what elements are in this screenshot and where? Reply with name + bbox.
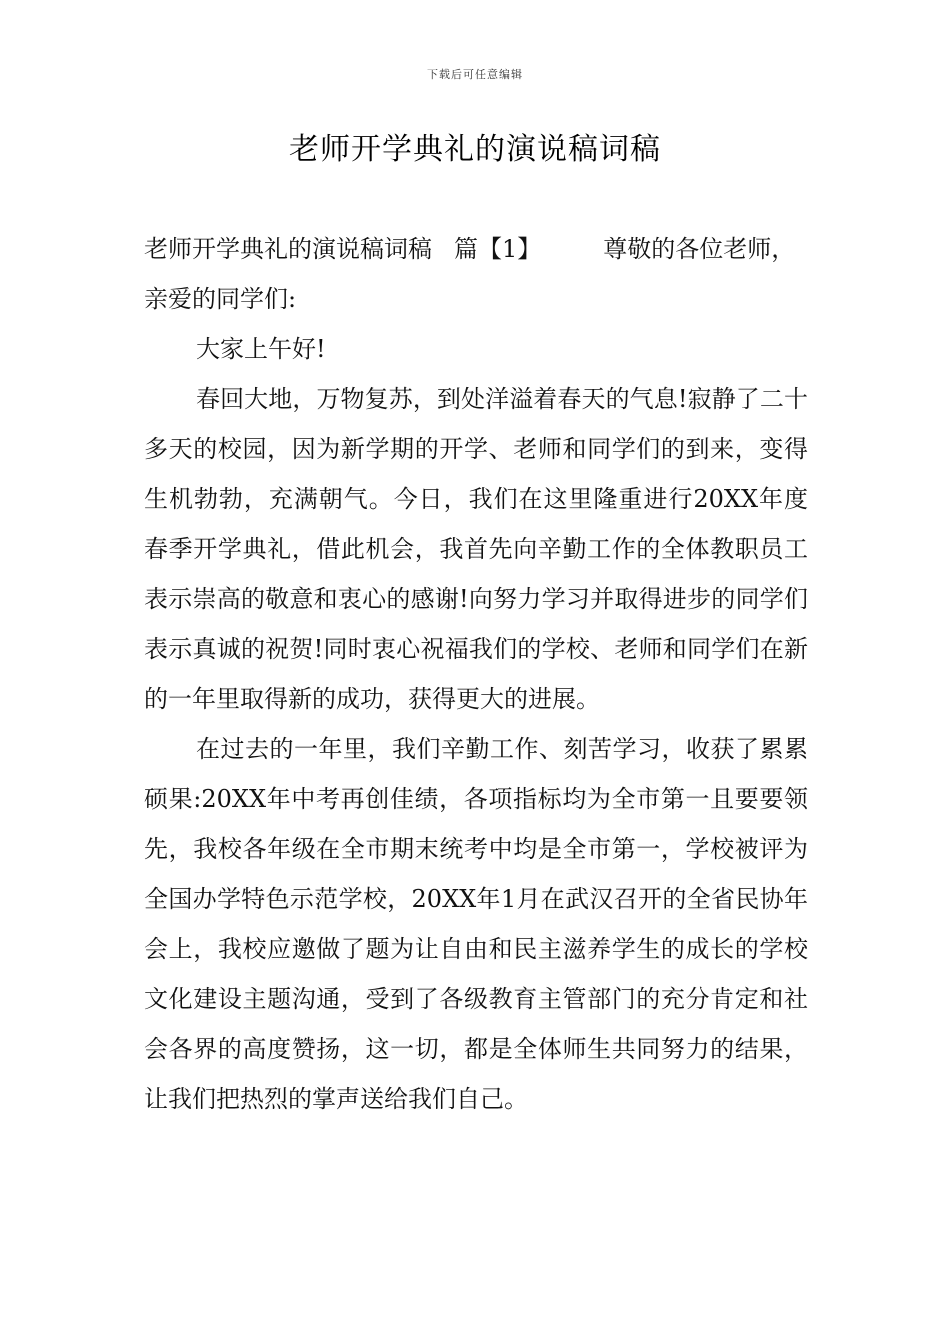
intro-paragraph — [144, 224, 808, 324]
header-note: 下载后可任意编辑 — [427, 68, 523, 81]
body-paragraph: 春回大地，万物复苏，到处洋溢着春天的气息!寂静了二十多天的校园，因为新学期的开学、老师和同学们的到来，变得生机勃勃，充满朝气。今日，我们在这里隆重进行20XX年度春季开学典礼，借此机会，我首先向辛勤工作的全体教职员工表示崇高的敬意和衷心的感谢!向努力学习并取得进步的同学们表示真诚的祝贺!同时衷心祝福我们的学校、老师和同学们在新的一年里取得新的成功，获得更大的进展。 — [144, 385, 808, 713]
salutation-teachers: 尊敬的各位老师， — [603, 235, 796, 263]
document-body — [144, 224, 808, 1124]
greeting-paragraph: 大家上午好! — [196, 335, 326, 363]
intro-part-label: 篇【1】 — [454, 235, 542, 263]
body-paragraph: 在过去的一年里，我们辛勤工作、刻苦学习，收获了累累硕果:20XX年中考再创佳绩，各项指标均为全市第一且要要领先，我校各年级在全市期末统考中均是全市第一，学校被评为全国办学特色示范学校，20XX年1月在武汉召开的全省民协年会上，我校应邀做了题为让自由和民主滋养学生的成长的学校文化建设主题沟通，受到了各级教育主管部门的充分肯定和社会各界的高度赞扬，这一切，都是全体师生共同努力的结果，让我们把热烈的掌声送给我们自己。 — [144, 735, 808, 1113]
intro-subtitle: 老师开学典礼的演说稿词稿 — [144, 235, 432, 263]
salutation-students: 亲爱的同学们: — [144, 285, 297, 313]
document-title: 老师开学典礼的演说稿词稿 — [289, 132, 661, 167]
